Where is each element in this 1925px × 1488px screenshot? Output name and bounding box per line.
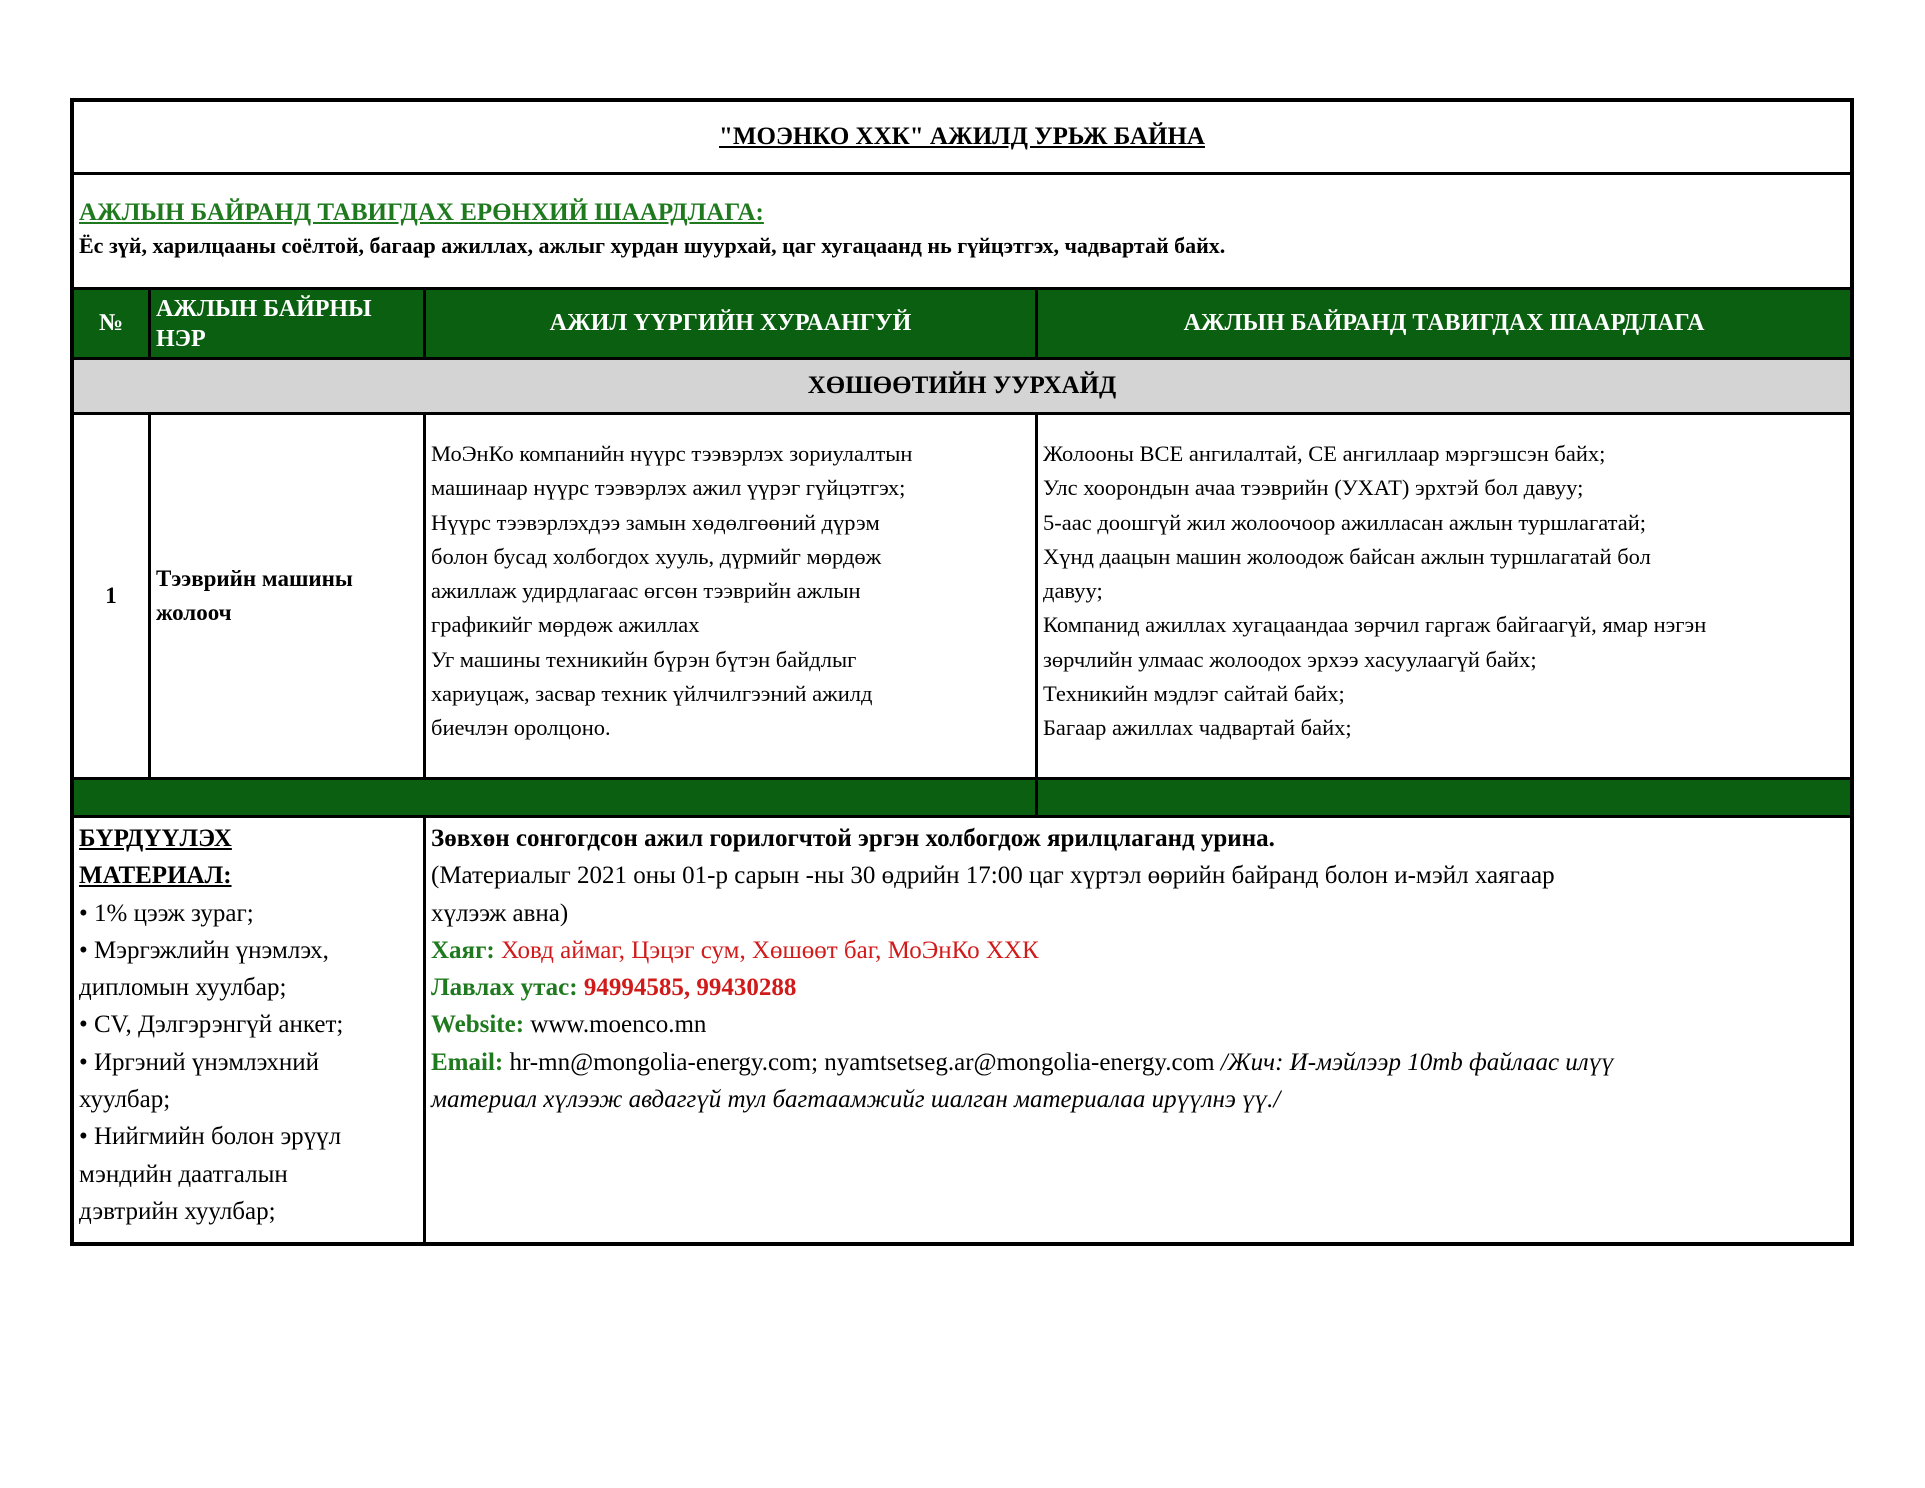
duty-line: болон бусад холбогдох хууль, дүрмийг мөрдөж [431,543,882,569]
table-row [74,415,1850,780]
header-duties: АЖИЛ ҮҮРГИЙН ХУРААНГУЙ [426,290,1038,357]
general-requirements [74,175,1850,290]
material-item: хуулбар; [79,1086,171,1114]
address-value: Ховд аймаг, Цэцэг сум, Хөшөөт баг, МоЭнКо ХХК [501,936,1039,964]
phone-line [431,969,1850,1006]
interview-note: Зөвхөн сонгогдсон ажил горилогчтой эргэн холбогдож ярилцлаганд урина. [431,825,1275,852]
requirement-line: давуу; [1043,578,1103,604]
material-item: • Иргэний үнэмлэхний [79,1048,320,1076]
requirement-line: Хүнд даацын машин жолоодож байсан ажлын туршлагатай бол [1043,543,1651,569]
website-link[interactable]: www.moenco.mn [530,1011,707,1039]
email-note-continued: материал хүлээж авдаггүй тул багтаамжийг шалган материалаа ирүүлнэ үү./ [431,1086,1281,1114]
duty-line: машинаар нүүрс тээвэрлэх ажил үүрэг гүйцэтгэх; [431,475,906,501]
duty-line: ажиллаж удирдлагаас өгсөн тээврийн ажлын [431,578,861,604]
green-divider [74,780,1850,818]
section-title: ХӨШӨӨТИЙН УУРХАЙД [74,360,1850,415]
duty-line: биечлэн оролцоно. [431,715,611,741]
requirement-line: 5-аас доошгүй жил жолоочоор ажилласан ажлын туршлагатай; [1043,509,1647,535]
phone-value: 94994585, 99430288 [583,974,797,1002]
materials-and-contact [74,818,1850,1242]
website-label: Website: [431,1011,525,1039]
address-line [431,932,1850,969]
material-item: • Мэргэжлийн үнэмлэх, [79,936,329,964]
header-position: АЖЛЫН БАЙРНЫ НЭР [151,290,426,357]
job-position-line: Тээврийн машины [156,566,353,591]
material-item: • CV, Дэлгэрэнгүй анкет; [79,1011,344,1039]
job-requirements [1038,415,1850,777]
duty-line: графикийг мөрдөж ажиллах [431,612,700,638]
phone-label: Лавлах утас: [431,974,578,1002]
email-note: /Жич: И-мэйлээр 10mb файлаас илүү [1220,1048,1614,1076]
job-number: 1 [74,415,151,777]
material-item: мэндийн даатгалын [79,1160,288,1188]
general-requirements-text: Ёс зүй, харилцааны соёлтой, багаар ажиллах, ажлыг хурдан шуурхай, цаг хугацаанд нь гүйцэтгэх, чадвартай байх. [79,233,1226,258]
green-divider-left [74,780,1038,815]
requirement-line: зөрчлийн улмаас жолоодох эрхээ хасуулаагүй байх; [1043,646,1537,672]
page-title: "МОЭНКО ХХК" АЖИЛД УРЬЖ БАЙНА [719,123,1205,150]
job-duties [426,415,1038,777]
duty-line: хариуцаж, засвар техник үйлчилгээний ажилд [431,681,873,707]
title-row [74,102,1850,175]
requirement-line: Улс хоорондын ачаа тээврийн (УХАТ) эрхтэй бол давуу; [1043,475,1584,501]
email-line [431,1044,1850,1081]
materials-heading: МАТЕРИАЛ: [79,862,232,890]
address-label: Хаяг: [431,936,495,964]
email-link[interactable]: hr-mn@mongolia-energy.com; nyamtsetseg.ar@mongolia-energy.com [509,1048,1215,1076]
header-num: № [74,290,151,357]
job-position-line: жолооч [156,600,232,625]
material-item: дипломын хуулбар; [79,974,287,1002]
duty-line: Нүүрс тээвэрлэхдээ замын хөдөлгөөний дүрэм [431,509,880,535]
material-item: • 1% цээж зураг; [79,899,254,927]
table-header [74,290,1850,360]
material-item: • Нийгмийн болон эрүүл [79,1123,342,1151]
requirement-line: Техникийн мэдлэг сайтай байх; [1043,681,1345,707]
job-position [151,415,426,777]
material-item: дэвтрийн хуулбар; [79,1197,276,1225]
deadline-note: хүлээж авна) [431,899,569,927]
deadline-note: (Материалыг 2021 оны 01-р сарын -ны 30 өдрийн 17:00 цаг хүртэл өөрийн байранд болон и-мэйл хаягаар [431,862,1555,890]
materials [74,818,426,1242]
requirement-line: Компанид ажиллах хугацаандаа зөрчил гаргаж байгаагүй, ямар нэгэн [1043,612,1707,638]
website-line [431,1006,1850,1043]
job-posting-document [70,98,1854,1246]
materials-heading: БҮРДҮҮЛЭХ [79,825,232,852]
requirement-line: Багаар ажиллах чадвартай байх; [1043,715,1352,741]
requirement-line: Жолооны BCE ангилалтай, CE ангиллаар мэргэшсэн байх; [1043,441,1606,466]
header-requirements: АЖЛЫН БАЙРАНД ТАВИГДАХ ШААРДЛАГА [1183,310,1705,336]
email-label: Email: [431,1048,504,1076]
duty-line: Уг машины техникийн бүрэн бүтэн байдлыг [431,646,857,672]
contact-info [426,818,1850,1242]
duty-line: МоЭнКо компанийн нүүрс тээвэрлэх зориулалтын [431,441,913,466]
general-requirements-heading: АЖЛЫН БАЙРАНД ТАВИГДАХ ЕРӨНХИЙ ШААРДЛАГА: [79,199,764,226]
